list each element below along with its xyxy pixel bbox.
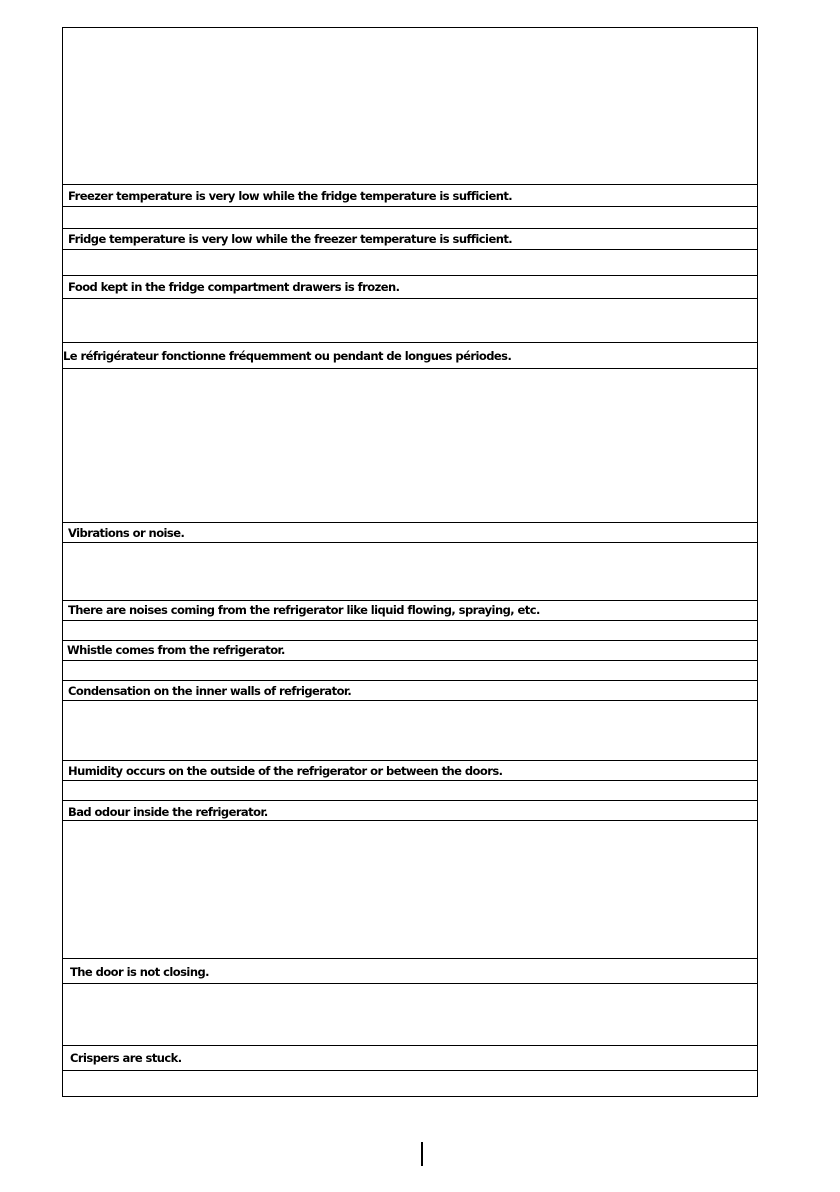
row-divider	[62, 820, 758, 821]
heading-liquid-noise: There are noises coming from the refrigerator like liquid flowing, spraying, etc.	[68, 603, 540, 617]
heading-freezer-low: Freezer temperature is very low while the fridge temperature is sufficient.	[68, 189, 513, 203]
row-divider	[62, 680, 758, 681]
row-divider	[62, 600, 758, 601]
row-divider	[62, 620, 758, 621]
row-divider	[62, 700, 758, 701]
row-divider	[62, 1070, 758, 1071]
heading-runs-long: Le réfrigérateur fonctionne fréquemment ou pendant de longues périodes.	[63, 349, 512, 363]
row-divider	[62, 522, 758, 523]
page-number-marker	[421, 1142, 423, 1166]
heading-crispers: Crispers are stuck.	[70, 1051, 182, 1065]
heading-fridge-low: Fridge temperature is very low while the freezer temperature is sufficient.	[68, 232, 513, 246]
heading-door: The door is not closing.	[70, 965, 209, 979]
row-divider	[62, 184, 758, 185]
row-divider	[62, 368, 758, 369]
row-divider	[62, 800, 758, 801]
row-divider	[62, 958, 758, 959]
row-divider	[62, 249, 758, 250]
row-divider	[62, 298, 758, 299]
row-divider	[62, 760, 758, 761]
heading-bad-odour: Bad odour inside the refrigerator.	[68, 805, 268, 819]
heading-food-frozen: Food kept in the fridge compartment drawers is frozen.	[68, 280, 400, 294]
row-divider	[62, 640, 758, 641]
row-divider	[62, 780, 758, 781]
heading-vibrations: Vibrations or noise.	[68, 526, 185, 540]
row-divider	[62, 342, 758, 343]
heading-whistle: Whistle comes from the refrigerator.	[67, 643, 285, 657]
row-divider	[62, 660, 758, 661]
row-divider	[62, 206, 758, 207]
row-divider	[62, 542, 758, 543]
row-divider	[62, 228, 758, 229]
heading-condensation: Condensation on the inner walls of refrigerator.	[68, 684, 352, 698]
row-divider	[62, 983, 758, 984]
heading-humidity: Humidity occurs on the outside of the refrigerator or between the doors.	[68, 764, 503, 778]
row-divider	[62, 275, 758, 276]
row-divider	[62, 1045, 758, 1046]
troubleshooting-table	[62, 27, 758, 1097]
